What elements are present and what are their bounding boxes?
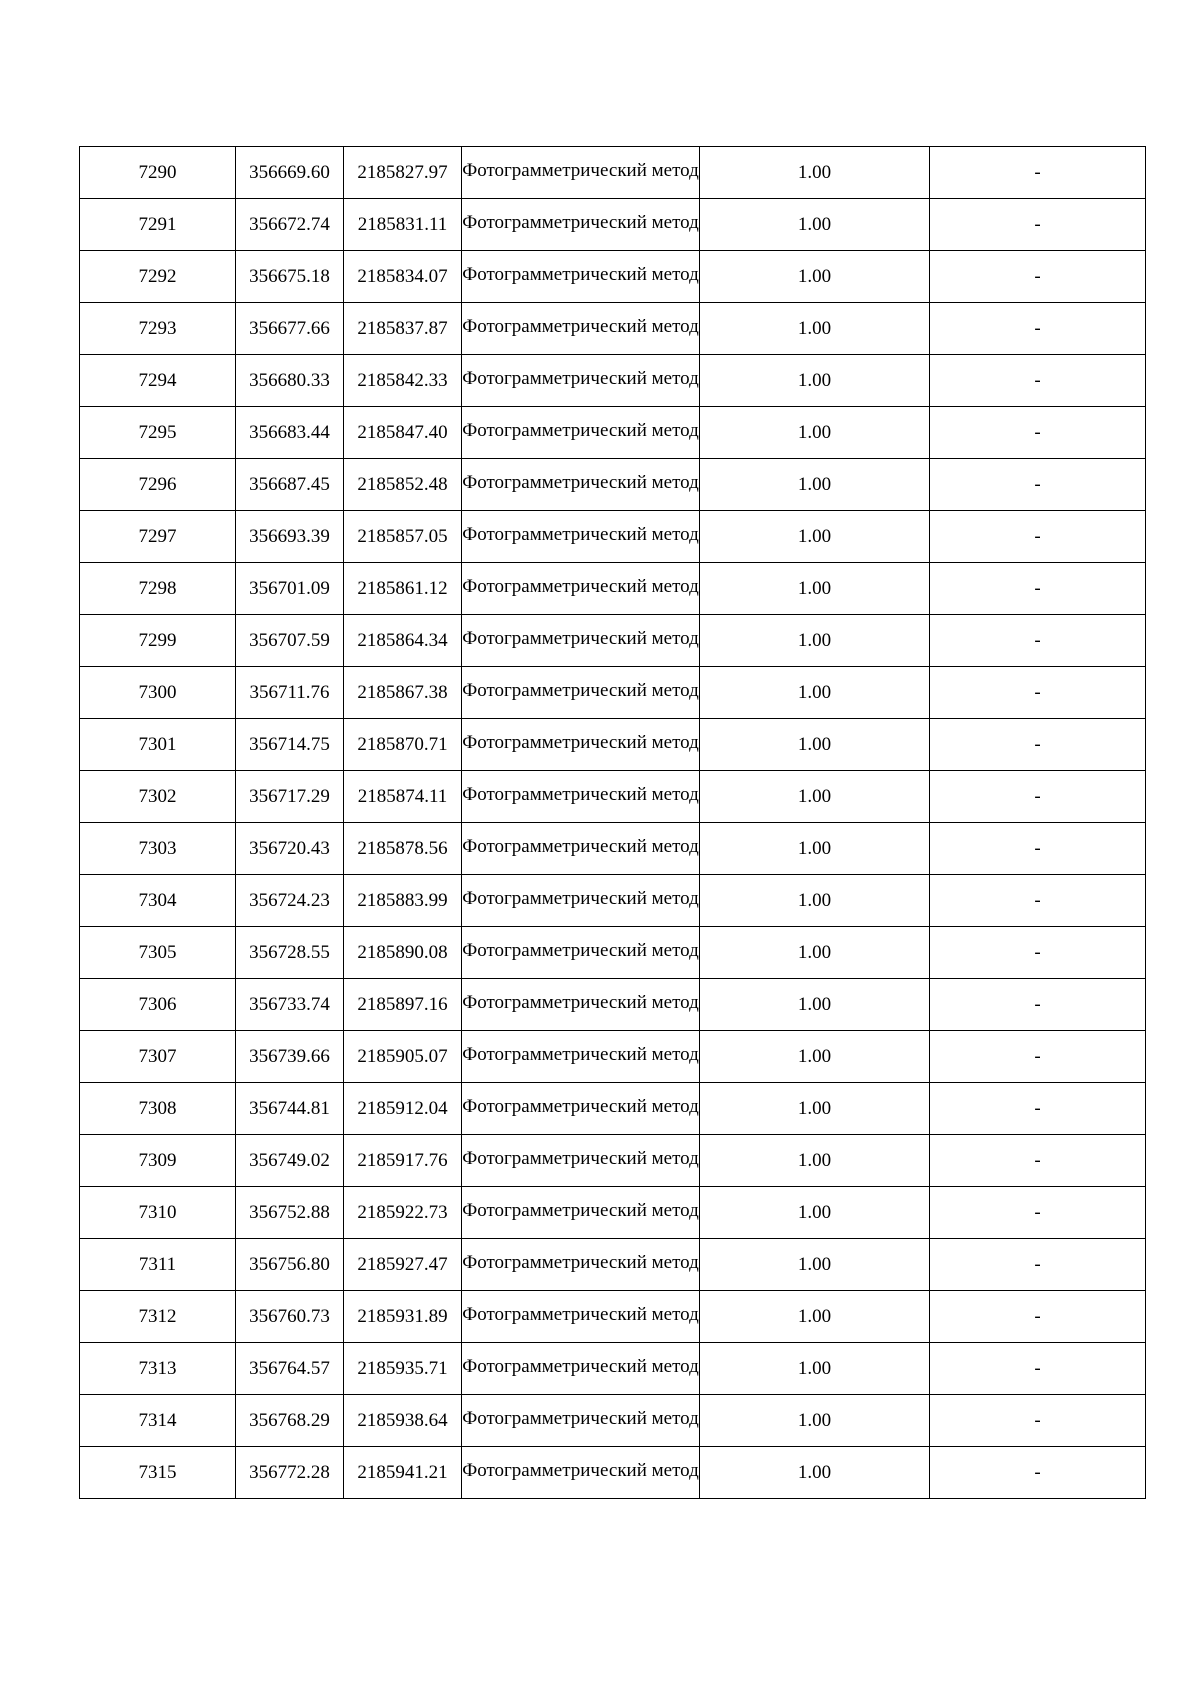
x-coordinate-cell: 356724.23 — [236, 875, 344, 927]
method-text: Фотограмметрический метод — [462, 627, 699, 649]
point-number-cell: 7301 — [80, 719, 236, 771]
y-coordinate-cell: 2185897.16 — [344, 979, 462, 1031]
note-cell: - — [930, 199, 1146, 251]
accuracy-cell: 1.00 — [700, 407, 930, 459]
accuracy-cell: 1.00 — [700, 1187, 930, 1239]
accuracy-cell: 1.00 — [700, 459, 930, 511]
table-row — [80, 1343, 1146, 1395]
method-cell — [462, 1343, 700, 1395]
x-coordinate-cell: 356764.57 — [236, 1343, 344, 1395]
accuracy-cell: 1.00 — [700, 1447, 930, 1499]
note-cell: - — [930, 1239, 1146, 1291]
method-cell — [462, 615, 700, 667]
method-cell — [462, 407, 700, 459]
note-cell: - — [930, 251, 1146, 303]
method-text: Фотограмметрический метод — [462, 523, 699, 545]
accuracy-cell: 1.00 — [700, 1395, 930, 1447]
point-number-cell: 7306 — [80, 979, 236, 1031]
method-cell — [462, 303, 700, 355]
note-cell: - — [930, 147, 1146, 199]
method-text: Фотограмметрический метод — [462, 159, 699, 181]
method-text: Фотограмметрический метод — [462, 1095, 699, 1117]
y-coordinate-cell: 2185852.48 — [344, 459, 462, 511]
y-coordinate-cell: 2185870.71 — [344, 719, 462, 771]
note-cell: - — [930, 1031, 1146, 1083]
note-cell: - — [930, 875, 1146, 927]
y-coordinate-cell: 2185861.12 — [344, 563, 462, 615]
y-coordinate-cell: 2185847.40 — [344, 407, 462, 459]
x-coordinate-cell: 356687.45 — [236, 459, 344, 511]
y-coordinate-cell: 2185917.76 — [344, 1135, 462, 1187]
accuracy-cell: 1.00 — [700, 979, 930, 1031]
x-coordinate-cell: 356760.73 — [236, 1291, 344, 1343]
point-number-cell: 7305 — [80, 927, 236, 979]
method-text: Фотограмметрический метод — [462, 419, 699, 441]
accuracy-cell: 1.00 — [700, 199, 930, 251]
point-number-cell: 7314 — [80, 1395, 236, 1447]
y-coordinate-cell: 2185912.04 — [344, 1083, 462, 1135]
method-text: Фотограмметрический метод — [462, 939, 699, 961]
table-row — [80, 563, 1146, 615]
table-row — [80, 615, 1146, 667]
accuracy-cell: 1.00 — [700, 1031, 930, 1083]
point-number-cell: 7315 — [80, 1447, 236, 1499]
table-row — [80, 407, 1146, 459]
point-number-cell: 7295 — [80, 407, 236, 459]
table-row — [80, 823, 1146, 875]
table-row — [80, 511, 1146, 563]
method-text: Фотограмметрический метод — [462, 835, 699, 857]
table-row — [80, 1395, 1146, 1447]
method-cell — [462, 771, 700, 823]
method-cell — [462, 719, 700, 771]
y-coordinate-cell: 2185834.07 — [344, 251, 462, 303]
method-text: Фотограмметрический метод — [462, 1043, 699, 1065]
x-coordinate-cell: 356752.88 — [236, 1187, 344, 1239]
point-number-cell: 7309 — [80, 1135, 236, 1187]
table-row — [80, 719, 1146, 771]
note-cell: - — [930, 1395, 1146, 1447]
x-coordinate-cell: 356720.43 — [236, 823, 344, 875]
x-coordinate-cell: 356756.80 — [236, 1239, 344, 1291]
coordinates-table — [79, 146, 1146, 1499]
table-row — [80, 199, 1146, 251]
accuracy-cell: 1.00 — [700, 771, 930, 823]
point-number-cell: 7311 — [80, 1239, 236, 1291]
point-number-cell: 7294 — [80, 355, 236, 407]
note-cell: - — [930, 719, 1146, 771]
method-text: Фотограмметрический метод — [462, 887, 699, 909]
y-coordinate-cell: 2185878.56 — [344, 823, 462, 875]
note-cell: - — [930, 1343, 1146, 1395]
note-cell: - — [930, 459, 1146, 511]
y-coordinate-cell: 2185883.99 — [344, 875, 462, 927]
method-cell — [462, 875, 700, 927]
x-coordinate-cell: 356749.02 — [236, 1135, 344, 1187]
table-row — [80, 875, 1146, 927]
table-row — [80, 251, 1146, 303]
note-cell: - — [930, 355, 1146, 407]
point-number-cell: 7299 — [80, 615, 236, 667]
method-cell — [462, 1031, 700, 1083]
y-coordinate-cell: 2185931.89 — [344, 1291, 462, 1343]
note-cell: - — [930, 927, 1146, 979]
method-cell — [462, 1083, 700, 1135]
table-row — [80, 927, 1146, 979]
x-coordinate-cell: 356714.75 — [236, 719, 344, 771]
table-row — [80, 1447, 1146, 1499]
y-coordinate-cell: 2185941.21 — [344, 1447, 462, 1499]
method-cell — [462, 147, 700, 199]
accuracy-cell: 1.00 — [700, 1343, 930, 1395]
point-number-cell: 7303 — [80, 823, 236, 875]
y-coordinate-cell: 2185922.73 — [344, 1187, 462, 1239]
point-number-cell: 7298 — [80, 563, 236, 615]
method-text: Фотограмметрический метод — [462, 471, 699, 493]
method-cell — [462, 459, 700, 511]
method-cell — [462, 1291, 700, 1343]
table-row — [80, 1187, 1146, 1239]
method-text: Фотограмметрический метод — [462, 679, 699, 701]
method-cell — [462, 199, 700, 251]
note-cell: - — [930, 1187, 1146, 1239]
point-number-cell: 7293 — [80, 303, 236, 355]
method-cell — [462, 1395, 700, 1447]
y-coordinate-cell: 2185857.05 — [344, 511, 462, 563]
point-number-cell: 7300 — [80, 667, 236, 719]
method-text: Фотограмметрический метод — [462, 1147, 699, 1169]
accuracy-cell: 1.00 — [700, 563, 930, 615]
method-cell — [462, 1447, 700, 1499]
note-cell: - — [930, 823, 1146, 875]
point-number-cell: 7291 — [80, 199, 236, 251]
table-row — [80, 147, 1146, 199]
method-cell — [462, 979, 700, 1031]
x-coordinate-cell: 356772.28 — [236, 1447, 344, 1499]
y-coordinate-cell: 2185938.64 — [344, 1395, 462, 1447]
note-cell: - — [930, 563, 1146, 615]
accuracy-cell: 1.00 — [700, 615, 930, 667]
method-cell — [462, 511, 700, 563]
note-cell: - — [930, 1135, 1146, 1187]
table-row — [80, 459, 1146, 511]
x-coordinate-cell: 356675.18 — [236, 251, 344, 303]
note-cell: - — [930, 979, 1146, 1031]
note-cell: - — [930, 511, 1146, 563]
table-row — [80, 1083, 1146, 1135]
x-coordinate-cell: 356744.81 — [236, 1083, 344, 1135]
method-cell — [462, 355, 700, 407]
note-cell: - — [930, 407, 1146, 459]
method-text: Фотограмметрический метод — [462, 783, 699, 805]
point-number-cell: 7296 — [80, 459, 236, 511]
method-text: Фотограмметрический метод — [462, 211, 699, 233]
method-cell — [462, 1239, 700, 1291]
accuracy-cell: 1.00 — [700, 823, 930, 875]
method-cell — [462, 1187, 700, 1239]
x-coordinate-cell: 356728.55 — [236, 927, 344, 979]
x-coordinate-cell: 356672.74 — [236, 199, 344, 251]
y-coordinate-cell: 2185905.07 — [344, 1031, 462, 1083]
x-coordinate-cell: 356733.74 — [236, 979, 344, 1031]
x-coordinate-cell: 356683.44 — [236, 407, 344, 459]
table-row — [80, 355, 1146, 407]
method-cell — [462, 563, 700, 615]
y-coordinate-cell: 2185827.97 — [344, 147, 462, 199]
table-row — [80, 667, 1146, 719]
x-coordinate-cell: 356677.66 — [236, 303, 344, 355]
accuracy-cell: 1.00 — [700, 875, 930, 927]
method-text: Фотограмметрический метод — [462, 575, 699, 597]
y-coordinate-cell: 2185874.11 — [344, 771, 462, 823]
accuracy-cell: 1.00 — [700, 355, 930, 407]
accuracy-cell: 1.00 — [700, 1239, 930, 1291]
accuracy-cell: 1.00 — [700, 927, 930, 979]
point-number-cell: 7307 — [80, 1031, 236, 1083]
method-text: Фотограмметрический метод — [462, 731, 699, 753]
point-number-cell: 7312 — [80, 1291, 236, 1343]
note-cell: - — [930, 303, 1146, 355]
table-body — [80, 147, 1146, 1499]
accuracy-cell: 1.00 — [700, 251, 930, 303]
method-cell — [462, 667, 700, 719]
accuracy-cell: 1.00 — [700, 1135, 930, 1187]
table-row — [80, 1239, 1146, 1291]
point-number-cell: 7308 — [80, 1083, 236, 1135]
x-coordinate-cell: 356739.66 — [236, 1031, 344, 1083]
table-row — [80, 979, 1146, 1031]
point-number-cell: 7310 — [80, 1187, 236, 1239]
point-number-cell: 7313 — [80, 1343, 236, 1395]
method-text: Фотограмметрический метод — [462, 315, 699, 337]
table-row — [80, 1291, 1146, 1343]
y-coordinate-cell: 2185837.87 — [344, 303, 462, 355]
accuracy-cell: 1.00 — [700, 719, 930, 771]
method-text: Фотограмметрический метод — [462, 1355, 699, 1377]
table-row — [80, 1031, 1146, 1083]
accuracy-cell: 1.00 — [700, 511, 930, 563]
y-coordinate-cell: 2185927.47 — [344, 1239, 462, 1291]
y-coordinate-cell: 2185842.33 — [344, 355, 462, 407]
accuracy-cell: 1.00 — [700, 303, 930, 355]
y-coordinate-cell: 2185864.34 — [344, 615, 462, 667]
y-coordinate-cell: 2185890.08 — [344, 927, 462, 979]
y-coordinate-cell: 2185867.38 — [344, 667, 462, 719]
method-text: Фотограмметрический метод — [462, 1459, 699, 1481]
method-cell — [462, 927, 700, 979]
x-coordinate-cell: 356768.29 — [236, 1395, 344, 1447]
method-text: Фотограмметрический метод — [462, 367, 699, 389]
point-number-cell: 7302 — [80, 771, 236, 823]
method-text: Фотограмметрический метод — [462, 1199, 699, 1221]
method-cell — [462, 1135, 700, 1187]
accuracy-cell: 1.00 — [700, 1291, 930, 1343]
x-coordinate-cell: 356717.29 — [236, 771, 344, 823]
method-cell — [462, 823, 700, 875]
point-number-cell: 7292 — [80, 251, 236, 303]
note-cell: - — [930, 1291, 1146, 1343]
note-cell: - — [930, 771, 1146, 823]
note-cell: - — [930, 667, 1146, 719]
method-text: Фотограмметрический метод — [462, 1303, 699, 1325]
y-coordinate-cell: 2185831.11 — [344, 199, 462, 251]
x-coordinate-cell: 356701.09 — [236, 563, 344, 615]
method-text: Фотограмметрический метод — [462, 1251, 699, 1273]
method-text: Фотограмметрический метод — [462, 1407, 699, 1429]
x-coordinate-cell: 356707.59 — [236, 615, 344, 667]
x-coordinate-cell: 356711.76 — [236, 667, 344, 719]
note-cell: - — [930, 1083, 1146, 1135]
accuracy-cell: 1.00 — [700, 147, 930, 199]
method-cell — [462, 251, 700, 303]
point-number-cell: 7297 — [80, 511, 236, 563]
accuracy-cell: 1.00 — [700, 1083, 930, 1135]
y-coordinate-cell: 2185935.71 — [344, 1343, 462, 1395]
point-number-cell: 7304 — [80, 875, 236, 927]
note-cell: - — [930, 615, 1146, 667]
x-coordinate-cell: 356693.39 — [236, 511, 344, 563]
note-cell: - — [930, 1447, 1146, 1499]
table-row — [80, 1135, 1146, 1187]
point-number-cell: 7290 — [80, 147, 236, 199]
method-text: Фотограмметрический метод — [462, 263, 699, 285]
x-coordinate-cell: 356669.60 — [236, 147, 344, 199]
table-row — [80, 303, 1146, 355]
accuracy-cell: 1.00 — [700, 667, 930, 719]
x-coordinate-cell: 356680.33 — [236, 355, 344, 407]
table-row — [80, 771, 1146, 823]
method-text: Фотограмметрический метод — [462, 991, 699, 1013]
